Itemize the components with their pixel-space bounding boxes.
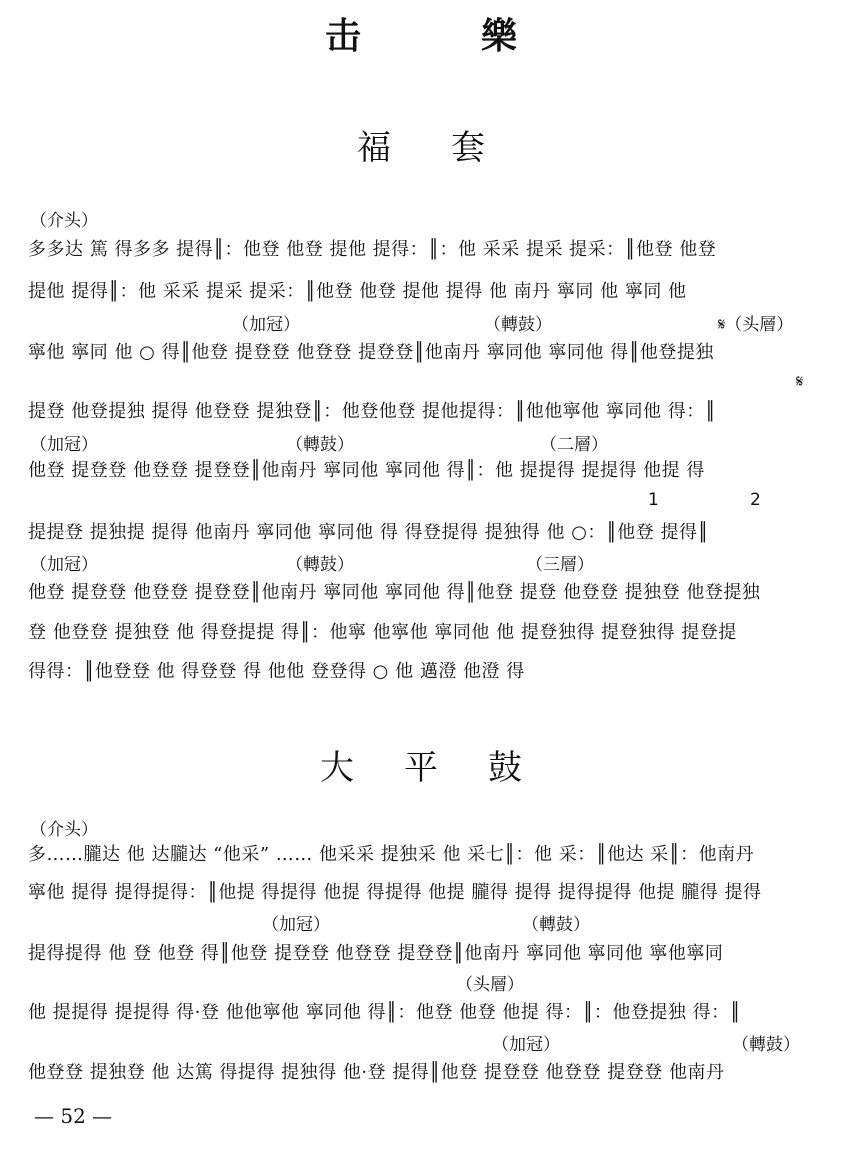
score-line: 提登 他登提独 提得 他登登 提独登║：他登他登 提他提得：║他他寧他 寧同他 得：║ <box>28 401 717 422</box>
ending-bracket-2: 2 <box>750 490 761 510</box>
annotation-zhuan-gu: （轉鼓） <box>286 555 354 575</box>
section2-intro-label: （介头） <box>30 820 98 840</box>
section-title-da-ping-gu: 大平鼓 <box>320 748 572 788</box>
annotation-jia-guan: （加冠） <box>492 1035 560 1055</box>
annotation-jia-guan: （加冠） <box>30 555 98 575</box>
annotation-san-ceng: （三層） <box>526 555 594 575</box>
score-line: 多……朧达 他 达朧达 “他采” …… 他采采 提独采 他 采七║：他 采：║他达 采║：他南丹 <box>28 844 755 865</box>
score-line: 寧他 提得 提得提得：║他提 得提得 他提 得提得 他提 朧得 提得 提得提得 他提 朧得 提得 <box>28 882 762 903</box>
ending-bracket-1: 1 <box>648 490 659 510</box>
annotation-zhuan-gu: （轉鼓） <box>484 315 552 335</box>
score-line: 他登 提登登 他登登 提登登║他南丹 寧同他 寧同他 得║他登 提登 他登登 提独登 他登提独 <box>28 582 761 603</box>
page-title: 击樂 <box>324 15 637 57</box>
score-line: 得得：║他登登 他 得登登 得 他他 登登得 ○ 他 邁澄 他澄 得 <box>28 661 525 682</box>
score-line: 多多达 篤 得多多 提得║：他登 他登 提他 提得：║：他 采采 提采 提采：║他登 他登 <box>28 239 717 260</box>
score-line: 他 提提得 提提得 得·登 他他寧他 寧同他 得║：他登 他登 他提 得：║：他登提独 得：║ <box>28 1002 741 1023</box>
page-number: — 52 — <box>34 1104 113 1128</box>
annotation-jia-guan: （加冠） <box>30 435 98 455</box>
annotation-zhuan-gu: （轉鼓） <box>286 435 354 455</box>
score-line: 提得提得 他 登 他登 得║他登 提登登 他登登 提登登║他南丹 寧同他 寧同他 寧他寧同 <box>28 943 724 964</box>
score-line: 他登 提登登 他登登 提登登║他南丹 寧同他 寧同他 得║：他 提提得 提提得 他提 得 <box>28 460 705 481</box>
score-line: 提提登 提独提 提得 他南丹 寧同他 寧同他 得 得登提得 提独得 他 ○：║他登 提得║ <box>28 522 709 543</box>
annotation-zhuan-gu: （轉鼓） <box>522 915 590 935</box>
section1-intro-label: （介头） <box>30 211 98 231</box>
annotation-tou-ceng: （头層） <box>456 975 524 995</box>
score-line: 寧他 寧同 他 ○ 得║他登 提登登 他登登 提登登║他南丹 寧同他 寧同他 得║他登提独 <box>28 342 714 363</box>
section-title-fu-tao: 福套 <box>357 128 545 168</box>
score-line: 登 他登登 提独登 他 得登提提 得║：他寧 他寧他 寧同他 他 提登独得 提登独得 提登提 <box>28 622 737 643</box>
annotation-tou-ceng: 𝄋（头層） <box>718 315 794 335</box>
annotation-er-ceng: （二層） <box>540 435 608 455</box>
segno-mark: 𝄋 <box>796 372 804 392</box>
annotation-jia-guan: （加冠） <box>262 915 330 935</box>
annotation-zhuan-gu: （轉鼓） <box>732 1035 800 1055</box>
annotation-jia-guan: （加冠） <box>232 315 300 335</box>
score-line: 提他 提得║：他 采采 提采 提采：║他登 他登 提他 提得 他 南丹 寧同 他 寧同 他 <box>28 281 687 302</box>
score-line: 他登登 提独登 他 达篤 得提得 提独得 他·登 提得║他登 提登登 他登登 提登登 他南丹 <box>28 1062 725 1083</box>
